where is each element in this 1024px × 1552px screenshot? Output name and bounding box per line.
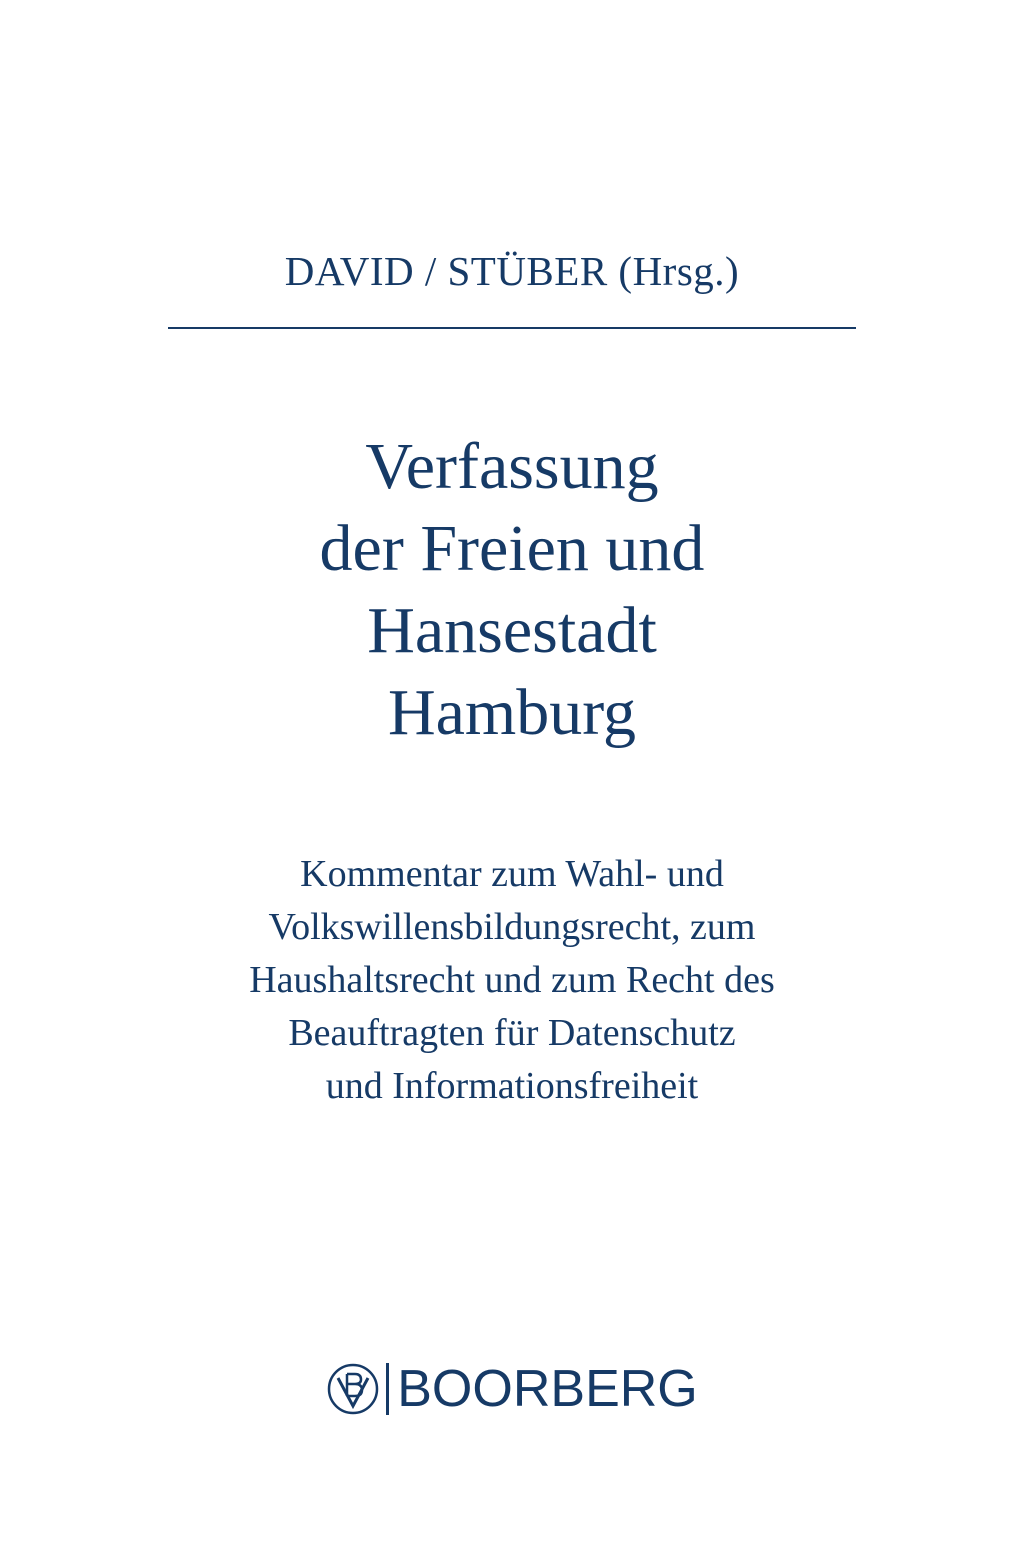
title-line: Hansestadt [367,594,657,667]
title-line: Hamburg [387,676,637,749]
publisher-name: BOORBERG [397,1360,698,1418]
title-line: der Freien und [319,512,705,585]
subtitle-line: Kommentar zum Wahl- und [300,853,724,895]
authors-line: DAVID / STÜBER (Hrsg.) [284,248,740,294]
divider-rule [168,327,856,329]
boorberg-logo-icon [326,1362,380,1416]
book-title [0,426,1024,754]
subtitle-line: Haushaltsrecht und zum Recht des [249,959,775,1001]
logo-separator [386,1363,389,1415]
subtitle-line: Volkswillensbildungsrecht, zum [268,906,756,948]
publisher-logo [0,1353,1024,1425]
subtitle-line: und Informationsfreiheit [325,1065,699,1107]
book-subtitle [0,848,1024,1113]
title-line: Verfassung [365,430,659,503]
subtitle-line: Beauftragten für Datenschutz [288,1012,736,1054]
